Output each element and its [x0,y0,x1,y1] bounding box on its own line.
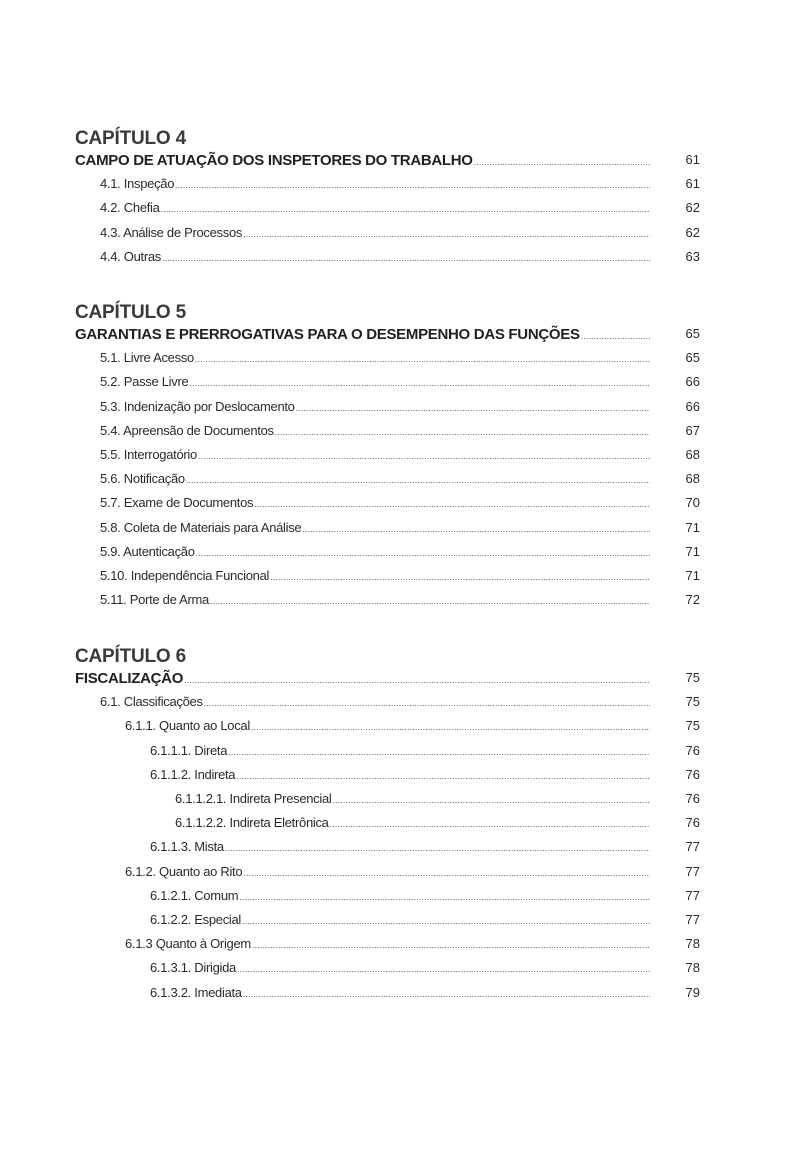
toc-entry-text: 5.9. Autenticação [100,543,195,559]
page-number: 71 [685,543,700,559]
toc-entry [175,791,700,813]
toc-entry [100,568,700,590]
dot-leader [330,819,650,829]
toc-entry-text: 6.1.2.2. Especial [150,912,242,927]
toc-entry-text: 5.1. Livre Acesso [100,350,194,366]
page-number: 68 [685,447,700,462]
toc-entry-text: 5.2. Passe Livre [100,374,189,390]
toc-entry [150,839,700,861]
dot-leader [196,548,650,558]
dot-leader [243,868,650,878]
toc-entry [100,224,700,247]
dot-leader [270,572,650,582]
page-number: 77 [685,863,700,879]
toc-entry-text: 6.1.1.1. Direta [150,742,228,758]
page-number: 77 [685,912,700,927]
toc-entry-text: 6.1.1.2.1. Indireta Presencial [175,791,332,806]
page-number: 68 [685,471,700,487]
page-number: 61 [685,176,700,192]
dot-leader [189,378,650,388]
chapter-title-text: CAMPO DE ATUAÇÃO DOS INSPETORES DO TRABALHO [75,152,473,169]
page-number: 75 [685,670,700,685]
toc-entry [100,592,700,614]
toc-entry [150,984,700,1007]
dot-leader [204,698,650,708]
toc-entry [125,718,700,740]
dot-leader [251,722,650,732]
toc-entry-text: 6.1.3.2. Imediata [150,984,242,1000]
dot-leader [254,499,650,509]
dot-leader [296,403,650,413]
page-number: 76 [685,766,700,782]
toc-entry-text: 4.2. Chefia [100,200,160,216]
toc-entry [150,960,700,982]
toc-entry [100,350,700,372]
toc-entry-text: 6.1.2.1. Comum [150,887,239,903]
toc-entry-text: 6.1.3.1. Dirigida [150,960,236,976]
toc-entry [125,863,700,886]
toc-entry [100,543,700,566]
toc-entry [125,936,700,958]
page-number: 66 [685,374,700,390]
toc-entry [150,887,700,910]
toc-entry-text: 6.1.1.2.2. Indireta Eletrônica [175,815,329,831]
toc-entry [100,447,700,469]
toc-entry-text: 5.10. Independência Funcional [100,568,270,583]
toc-entry [100,519,700,542]
page-number: 76 [685,791,700,806]
toc-entry-text: 4.3. Análise de Processos [100,224,243,240]
toc-entry [100,422,700,445]
toc-entry [100,398,700,421]
dot-leader [474,157,650,167]
chapter-label: CAPÍTULO 4 [75,128,186,149]
dot-leader [242,916,650,926]
chapter-label: CAPÍTULO 6 [75,646,186,667]
toc-entry-text: 6.1.2. Quanto ao Rito [125,863,243,879]
dot-leader [333,795,651,805]
dot-leader [243,989,650,999]
page-number: 71 [685,519,700,535]
page-number: 70 [685,495,700,511]
toc-entry-text: 5.8. Coleta de Materiais para Análise [100,519,302,535]
page-number: 78 [685,960,700,976]
dot-leader [195,354,650,364]
chapter-title-text: FISCALIZAÇÃO [75,670,184,687]
page-number: 76 [685,742,700,758]
toc-entry-text: 6.1.1.2. Indireta [150,766,236,782]
toc-entry-text: 5.4. Apreensão de Documentos [100,422,274,438]
page-number: 77 [685,839,700,855]
toc-entry [100,495,700,517]
toc-entry [150,912,700,934]
page-number: 79 [685,984,700,1000]
toc-entry-text: 5.6. Notificação [100,471,185,487]
page-number: 77 [685,887,700,903]
toc-entry-text: 6.1. Classificações [100,694,203,710]
toc-entry-text: 6.1.3 Quanto à Origem [125,936,251,952]
page-number: 62 [685,224,700,240]
toc-entry [100,176,700,198]
page-number: 75 [685,694,700,710]
dot-leader [243,229,650,239]
dot-leader [252,940,650,950]
dot-leader [237,964,650,974]
dot-leader [581,331,650,341]
page-number: 61 [685,152,700,167]
dot-leader [198,451,650,461]
dot-leader [161,204,650,214]
dot-leader [210,596,650,606]
page-number: 71 [685,568,700,583]
toc-entry [100,694,700,716]
toc-entry-text: 5.5. Interrogatório [100,447,197,462]
dot-leader [184,675,650,685]
toc-entry-text: 5.7. Exame de Documentos [100,495,254,511]
toc-entry [100,248,700,271]
dot-leader [275,427,650,437]
dot-leader [225,843,650,853]
toc-entry-text: 6.1.1. Quanto ao Local [125,718,250,734]
toc-entry [100,374,700,396]
dot-leader [175,180,650,190]
chapter-title [75,326,700,348]
page-number: 76 [685,815,700,831]
dot-leader [302,524,650,534]
page-number: 62 [685,200,700,216]
toc-entry [100,200,700,222]
dot-leader [236,771,650,781]
page-number: 65 [685,326,700,341]
chapter-title-text: GARANTIAS E PRERROGATIVAS PARA O DESEMPENHO DAS FUNÇÕES [75,326,580,343]
dot-leader [228,747,650,757]
toc-entry-text: 5.11. Porte de Arma [100,592,209,608]
toc-entry-text: 5.3. Indenização por Deslocamento [100,398,295,414]
dot-leader [239,892,650,902]
toc-entry [100,471,700,493]
page-number: 75 [685,718,700,734]
chapter-title [75,152,700,174]
page-number: 63 [685,248,700,264]
toc-entry [150,742,700,765]
page-number: 72 [685,592,700,608]
page-number: 66 [685,398,700,414]
page-number: 78 [685,936,700,952]
dot-leader [162,253,650,263]
toc-entry-text: 4.1. Inspeção [100,176,175,192]
dot-leader [186,475,650,485]
page-number: 67 [685,422,700,438]
chapter-label: CAPÍTULO 5 [75,302,186,323]
page-number: 65 [685,350,700,366]
toc-entry-text: 4.4. Outras [100,248,162,264]
toc-entry [175,815,700,837]
toc-entry-text: 6.1.1.3. Mista [150,839,224,855]
chapter-title [75,670,700,692]
toc-entry [150,766,700,789]
